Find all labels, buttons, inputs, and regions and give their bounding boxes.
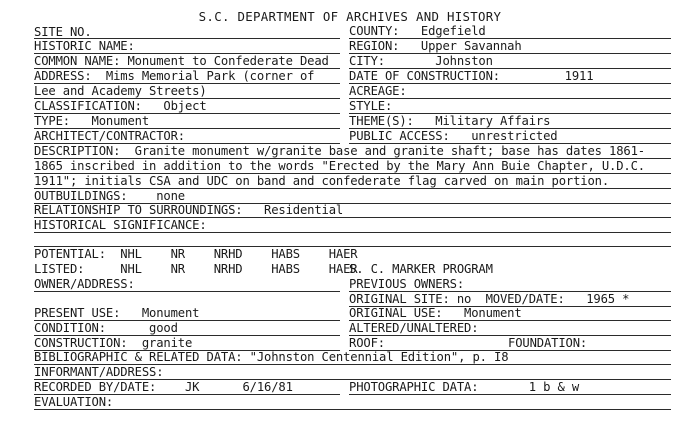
marker-program-heading: S. C. MARKER PROGRAM (349, 262, 493, 276)
public-access-field: PUBLIC ACCESS: unrestricted (349, 129, 558, 143)
description-line-2: 1865 inscribed in addition to the words "Erected by the Mary Ann Buie Chapter, U.D.C. (34, 159, 645, 173)
rule (34, 232, 671, 233)
form-title: S.C. DEPARTMENT OF ARCHIVES AND HISTORY (198, 9, 502, 24)
owner-address-field: OWNER/ADDRESS: (34, 277, 135, 291)
historic-name-field: HISTORIC NAME: (34, 39, 135, 53)
acreage-field: ACREAGE: (349, 84, 407, 98)
address-field-line-1: ADDRESS: Mims Memorial Park (corner of (34, 69, 315, 83)
type-field: TYPE: Monument (34, 114, 149, 128)
architect-contractor-field: ARCHITECT/CONTRACTOR: (34, 129, 185, 143)
county-field: COUNTY: Edgefield (349, 24, 486, 38)
description-line-3: 1911"; initials CSA and UDC on band and confederate flag carved on main portion. (34, 174, 609, 188)
original-site-moved-date-field: ORIGINAL SITE: no MOVED/DATE: 1965 * (349, 292, 630, 306)
rule (349, 394, 671, 395)
classification-field: CLASSIFICATION: Object (34, 99, 207, 113)
photographic-data-field: PHOTOGRAPHIC DATA: 1 b & w (349, 380, 579, 394)
evaluation-field: EVALUATION: (34, 395, 114, 409)
region-field: REGION: Upper Savannah (349, 39, 522, 53)
foundation-field: FOUNDATION: (508, 336, 588, 350)
style-field: STYLE: (349, 99, 393, 113)
original-use-field: ORIGINAL USE: Monument (349, 306, 522, 320)
roof-field: ROOF: (349, 336, 385, 350)
city-field: CITY: Johnston (349, 54, 493, 68)
themes-field: THEME(S): Military Affairs (349, 114, 551, 128)
common-name-field: COMMON NAME: Monument to Confederate Dead (34, 54, 329, 68)
rule (349, 98, 671, 99)
condition-field: CONDITION: good (34, 321, 178, 335)
altered-unaltered-field: ALTERED/UNALTERED: (349, 321, 479, 335)
previous-owners-field: PREVIOUS OWNERS: (349, 277, 464, 291)
listed-row: LISTED: NHL NR NRHD HABS HAER (34, 262, 358, 276)
present-use-field: PRESENT USE: Monument (34, 306, 200, 320)
relationship-to-surroundings-field: RELATIONSHIP TO SURROUNDINGS: Residential (34, 203, 344, 217)
historical-significance-field: HISTORICAL SIGNIFICANCE: (34, 218, 207, 232)
outbuildings-field: OUTBUILDINGS: none (34, 189, 185, 203)
address-field-line-2: Lee and Academy Streets) (34, 84, 207, 98)
construction-field: CONSTRUCTION: granite (34, 336, 193, 350)
date-of-construction-field: DATE OF CONSTRUCTION: 1911 (349, 69, 594, 83)
site-no-label: SITE NO. (34, 25, 92, 39)
rule (34, 409, 671, 410)
bibliographic-data-field: BIBLIOGRAPHIC & RELATED DATA: "Johnston Centennial Edition", p. I8 (34, 350, 509, 364)
informant-address-field: INFORMANT/ADDRESS: (34, 365, 164, 379)
potential-row: POTENTIAL: NHL NR NRHD HABS HAER (34, 247, 358, 261)
rule (34, 291, 340, 292)
description-line-1: DESCRIPTION: Granite monument w/granite base and granite shaft; base has dates 1861- (34, 144, 645, 158)
recorded-by-date-field: RECORDED BY/DATE: JK 6/16/81 (34, 380, 293, 394)
